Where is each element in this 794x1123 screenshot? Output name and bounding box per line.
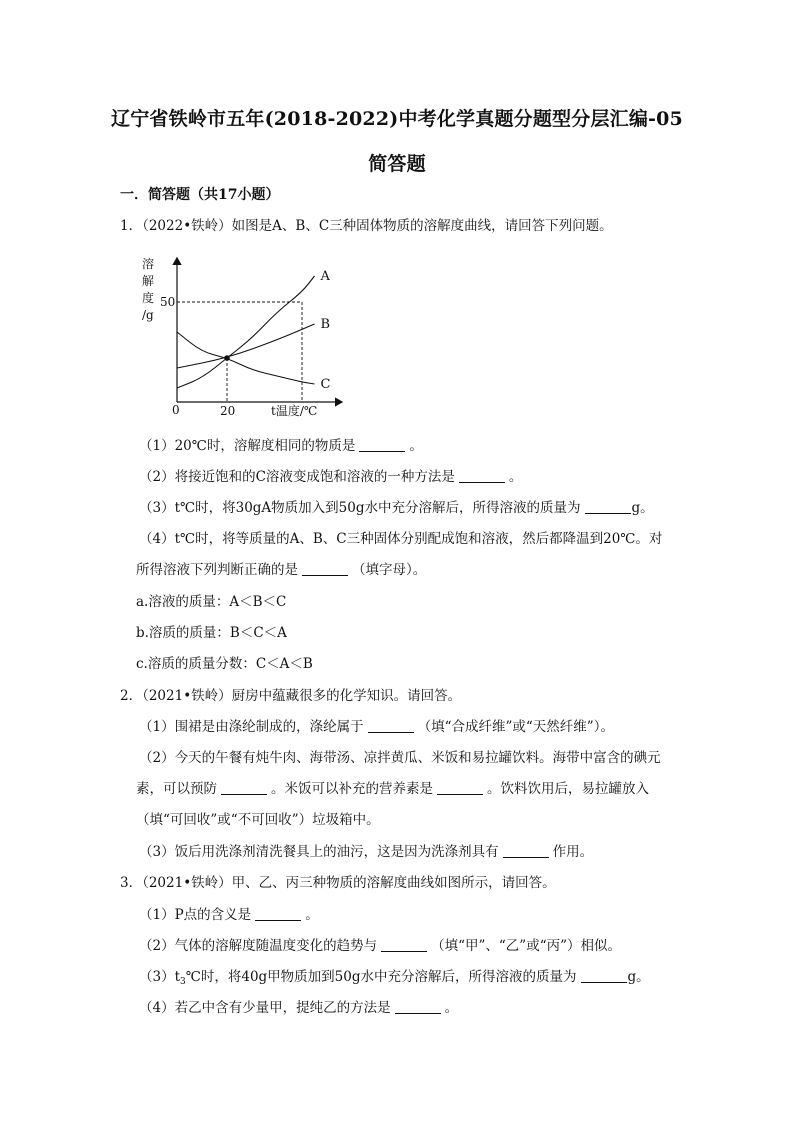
series-A-curve bbox=[177, 276, 315, 388]
series-A-label: A bbox=[320, 269, 330, 284]
answer-blank[interactable] bbox=[221, 781, 267, 795]
answer-blank[interactable] bbox=[437, 781, 483, 795]
series-B-label: B bbox=[320, 317, 331, 332]
q1-part-1: （1）20℃时，溶解度相同的物质是 。 bbox=[139, 438, 423, 454]
series-C-curve bbox=[177, 332, 315, 384]
answer-blank[interactable] bbox=[381, 938, 427, 952]
q2-part-1: （1）围裙是由涤纶制成的，涤纶属于 （填“合成纤维”或“天然纤维”）。 bbox=[139, 719, 614, 735]
q2-part-2-cont: 素，可以预防 。米饭可以补充的营养素是 。饮料饮用后，易拉罐放入 bbox=[136, 781, 649, 797]
q1-part-3: （3）t℃时，将30gA物质加入到50g水中充分溶解后，所得溶液的质量为 g。 bbox=[139, 500, 654, 516]
answer-blank[interactable] bbox=[302, 562, 348, 576]
origin-label: 0 bbox=[172, 403, 180, 417]
answer-blank[interactable] bbox=[503, 844, 549, 858]
y-axis-label-part: 溶 bbox=[142, 257, 155, 271]
answer-blank[interactable] bbox=[581, 969, 627, 983]
q3-part-4: （4）若乙中含有少量甲，提纯乙的方法是 。 bbox=[139, 1000, 459, 1016]
q2-part-2-end: （填“可回收”或“不可回收”）垃圾箱中。 bbox=[136, 812, 380, 828]
y-axis-label-part: 解 bbox=[142, 274, 155, 288]
question-2-stem: 2．（2021•铁岭）厨房中蕴藏很多的化学知识。请回答。 bbox=[120, 688, 462, 704]
y-tick-label: 50 bbox=[160, 295, 176, 309]
series-C-label: C bbox=[320, 377, 331, 392]
solubility-chart bbox=[130, 252, 350, 422]
q1-option-a: a.溶液的质量：A＜B＜C bbox=[136, 594, 287, 610]
x-axis-label: t温度/℃ bbox=[271, 404, 318, 418]
q2-part-3: （3）饭后用洗涤剂清洗餐具上的油污，这是因为洗涤剂具有 作用。 bbox=[139, 844, 594, 860]
q3-part-1: （1）P点的含义是 。 bbox=[139, 907, 319, 923]
question-1-stem: 1．（2022•铁岭）如图是A、B、C三种固体物质的溶解度曲线，请回答下列问题。 bbox=[120, 218, 613, 234]
q1-part-4: （4）t℃时，将等质量的A、B、C三种固体分别配成饱和溶液，然后都降温到20℃。对 bbox=[139, 531, 663, 547]
section-heading: 一．简答题（共17小题） bbox=[120, 187, 280, 203]
answer-blank[interactable] bbox=[459, 469, 505, 483]
q1-part-4-cont: 所得溶液下列判断正确的是 （填字母）。 bbox=[136, 562, 427, 578]
y-axis-label-part: /g bbox=[142, 308, 154, 322]
answer-blank[interactable] bbox=[368, 719, 414, 733]
q2-part-2: （2）今天的午餐有炖牛肉、海带汤、凉拌黄瓜、米饭和易拉罐饮料。海带中富含的碘元 bbox=[139, 750, 661, 766]
y-axis-label-part: 度 bbox=[142, 291, 155, 305]
answer-blank[interactable] bbox=[395, 1000, 441, 1014]
q1-part-2: （2）将接近饱和的C溶液变成饱和溶液的一种方法是 。 bbox=[139, 469, 523, 485]
document-title: 辽宁省铁岭市五年(2018-2022)中考化学真题分题型分层汇编-05 bbox=[111, 108, 683, 130]
q1-option-c: c.溶质的质量分数：C＜A＜B bbox=[136, 656, 313, 672]
q3-part-2: （2）气体的溶解度随温度变化的趋势与 （填“甲”、“乙”或“丙”）相似。 bbox=[139, 938, 622, 954]
question-3-stem: 3．（2021•铁岭）甲、乙、丙三种物质的溶解度曲线如图所示，请回答。 bbox=[120, 875, 556, 891]
answer-blank[interactable] bbox=[585, 500, 631, 514]
answer-blank[interactable] bbox=[359, 438, 405, 452]
answer-blank[interactable] bbox=[255, 907, 301, 921]
q1-option-b: b.溶质的质量：B＜C＜A bbox=[136, 625, 287, 641]
series-B-curve bbox=[177, 324, 315, 368]
x-tick-label: 20 bbox=[220, 404, 236, 418]
q3-part-3: $(3)t_3℃$时，将40g甲物质加到50g水中充分溶解后，所得溶液的质量为 g。 bbox=[139, 969, 650, 987]
y-axis-label bbox=[142, 256, 154, 322]
document-subtitle: 简答题 bbox=[368, 153, 426, 175]
